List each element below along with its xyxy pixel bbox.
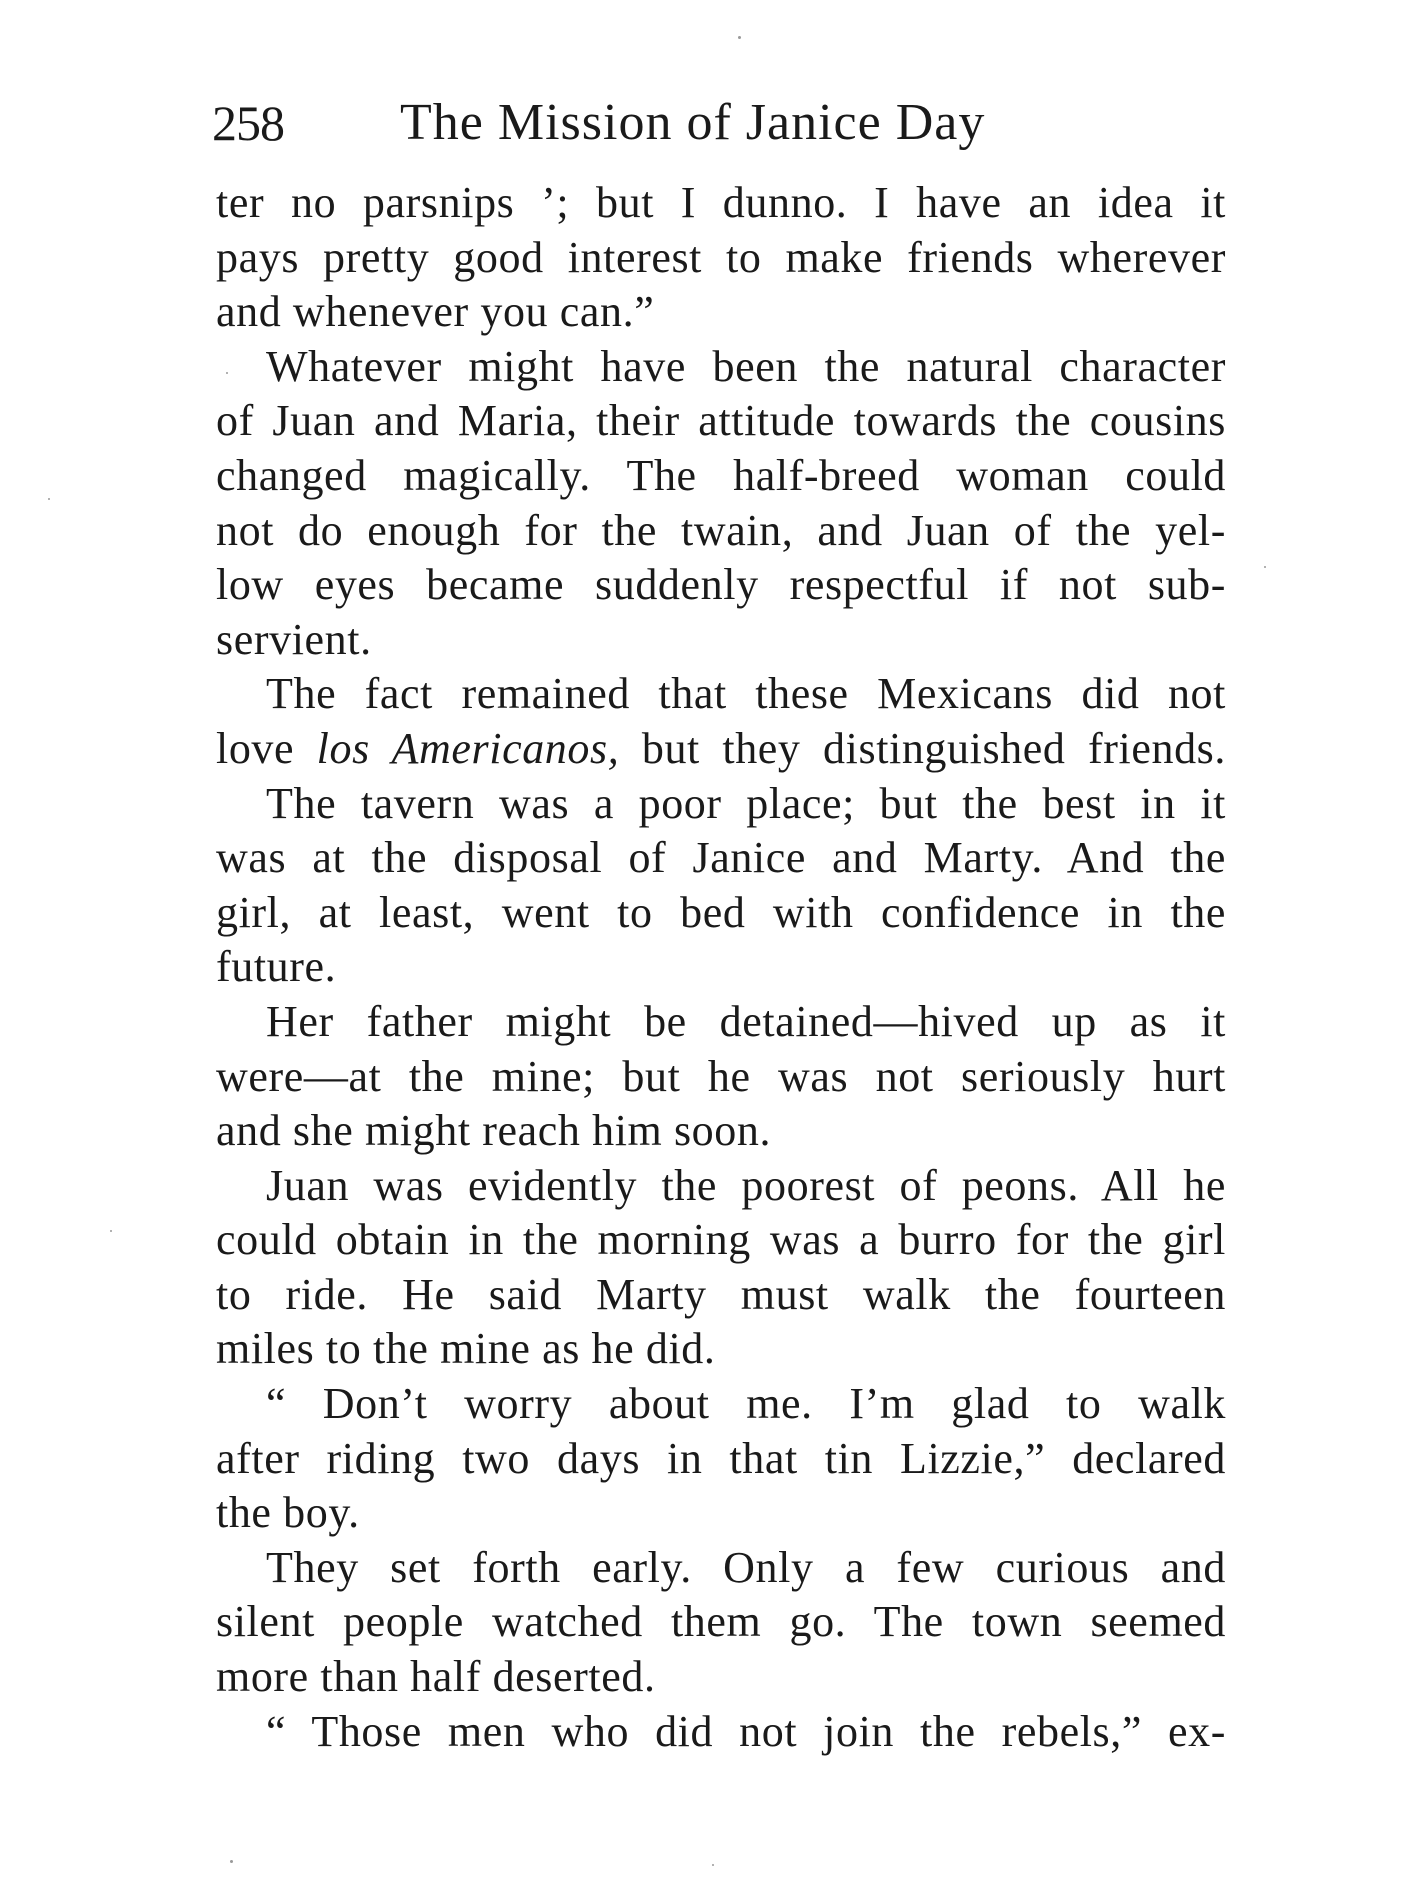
text-line: Whatever might have been the natural character [266,341,1226,391]
paragraph-5 [216,995,1226,1159]
text-line: changed magically. The half-breed woman could [216,450,1226,500]
text-line: was at the disposal of Janice and Marty. And the [216,833,1226,883]
paragraph-4 [216,777,1226,995]
text-segment: but they distinguished friends. [641,723,1227,773]
text-line: girl, at least, went to bed with confidence in the [216,887,1226,937]
paragraph-7 [216,1377,1226,1541]
paragraph-9 [216,1705,1226,1760]
paragraph-2 [216,340,1226,668]
text-line: after riding two days in that tin Lizzie,” declared [216,1433,1226,1483]
text-line: and whenever you can.” [216,287,655,337]
text-line: silent people watched them go. The town seemed [216,1597,1226,1647]
paragraph-6 [216,1159,1226,1377]
text-line: could obtain in the morning was a burro for the girl [216,1215,1226,1265]
italic-phrase: los Americanos, [316,723,620,773]
scan-speck [1264,566,1266,568]
text-line: the boy. [216,1488,360,1538]
scan-speck [712,1864,714,1866]
text-line: and she might reach him soon. [216,1106,772,1156]
body-text [216,176,1226,1759]
paragraph-1 [216,176,1226,340]
paragraph-8 [216,1541,1226,1705]
text-line: more than half deserted. [216,1652,656,1702]
text-line [216,722,1226,777]
text-line: Juan was evidently the poorest of peons. All he [266,1160,1226,1210]
text-line: “ Don’t worry about me. I’m glad to walk [266,1379,1226,1429]
book-title: The Mission of Janice Day [400,94,986,151]
text-line: Her father might be detained—hived up as it [266,996,1226,1046]
text-line: They set forth early. Only a few curious and [266,1542,1226,1592]
text-line: miles to the mine as he did. [216,1324,716,1374]
text-line: “ Those men who did not join the rebels,” ex- [266,1706,1226,1756]
scan-speck [738,36,741,39]
text-line: were—at the mine; but he was not seriously hurt [216,1051,1226,1101]
scan-speck [48,498,50,500]
text-line: future. [216,942,337,992]
page-number: 258 [212,95,284,151]
scan-speck [226,372,228,374]
running-head [212,88,1232,158]
text-line: The fact remained that these Mexicans did not [266,669,1226,719]
text-line: servient. [216,614,372,664]
scan-speck [230,1860,233,1863]
text-line: The tavern was a poor place; but the best in it [266,778,1226,828]
scan-speck [110,1230,112,1232]
text-line: not do enough for the twain, and Juan of the yel- [216,505,1226,555]
text-line: to ride. He said Marty must walk the fourteen [216,1269,1226,1319]
text-line: pays pretty good interest to make friends wherever [216,232,1226,282]
text-line: of Juan and Maria, their attitude towards the cousins [216,396,1226,446]
text-segment: love [216,723,317,773]
text-line: low eyes became suddenly respectful if not sub- [216,560,1226,610]
paragraph-3 [216,667,1226,776]
text-line: ter no parsnips ’; but I dunno. I have an idea it [216,178,1226,227]
